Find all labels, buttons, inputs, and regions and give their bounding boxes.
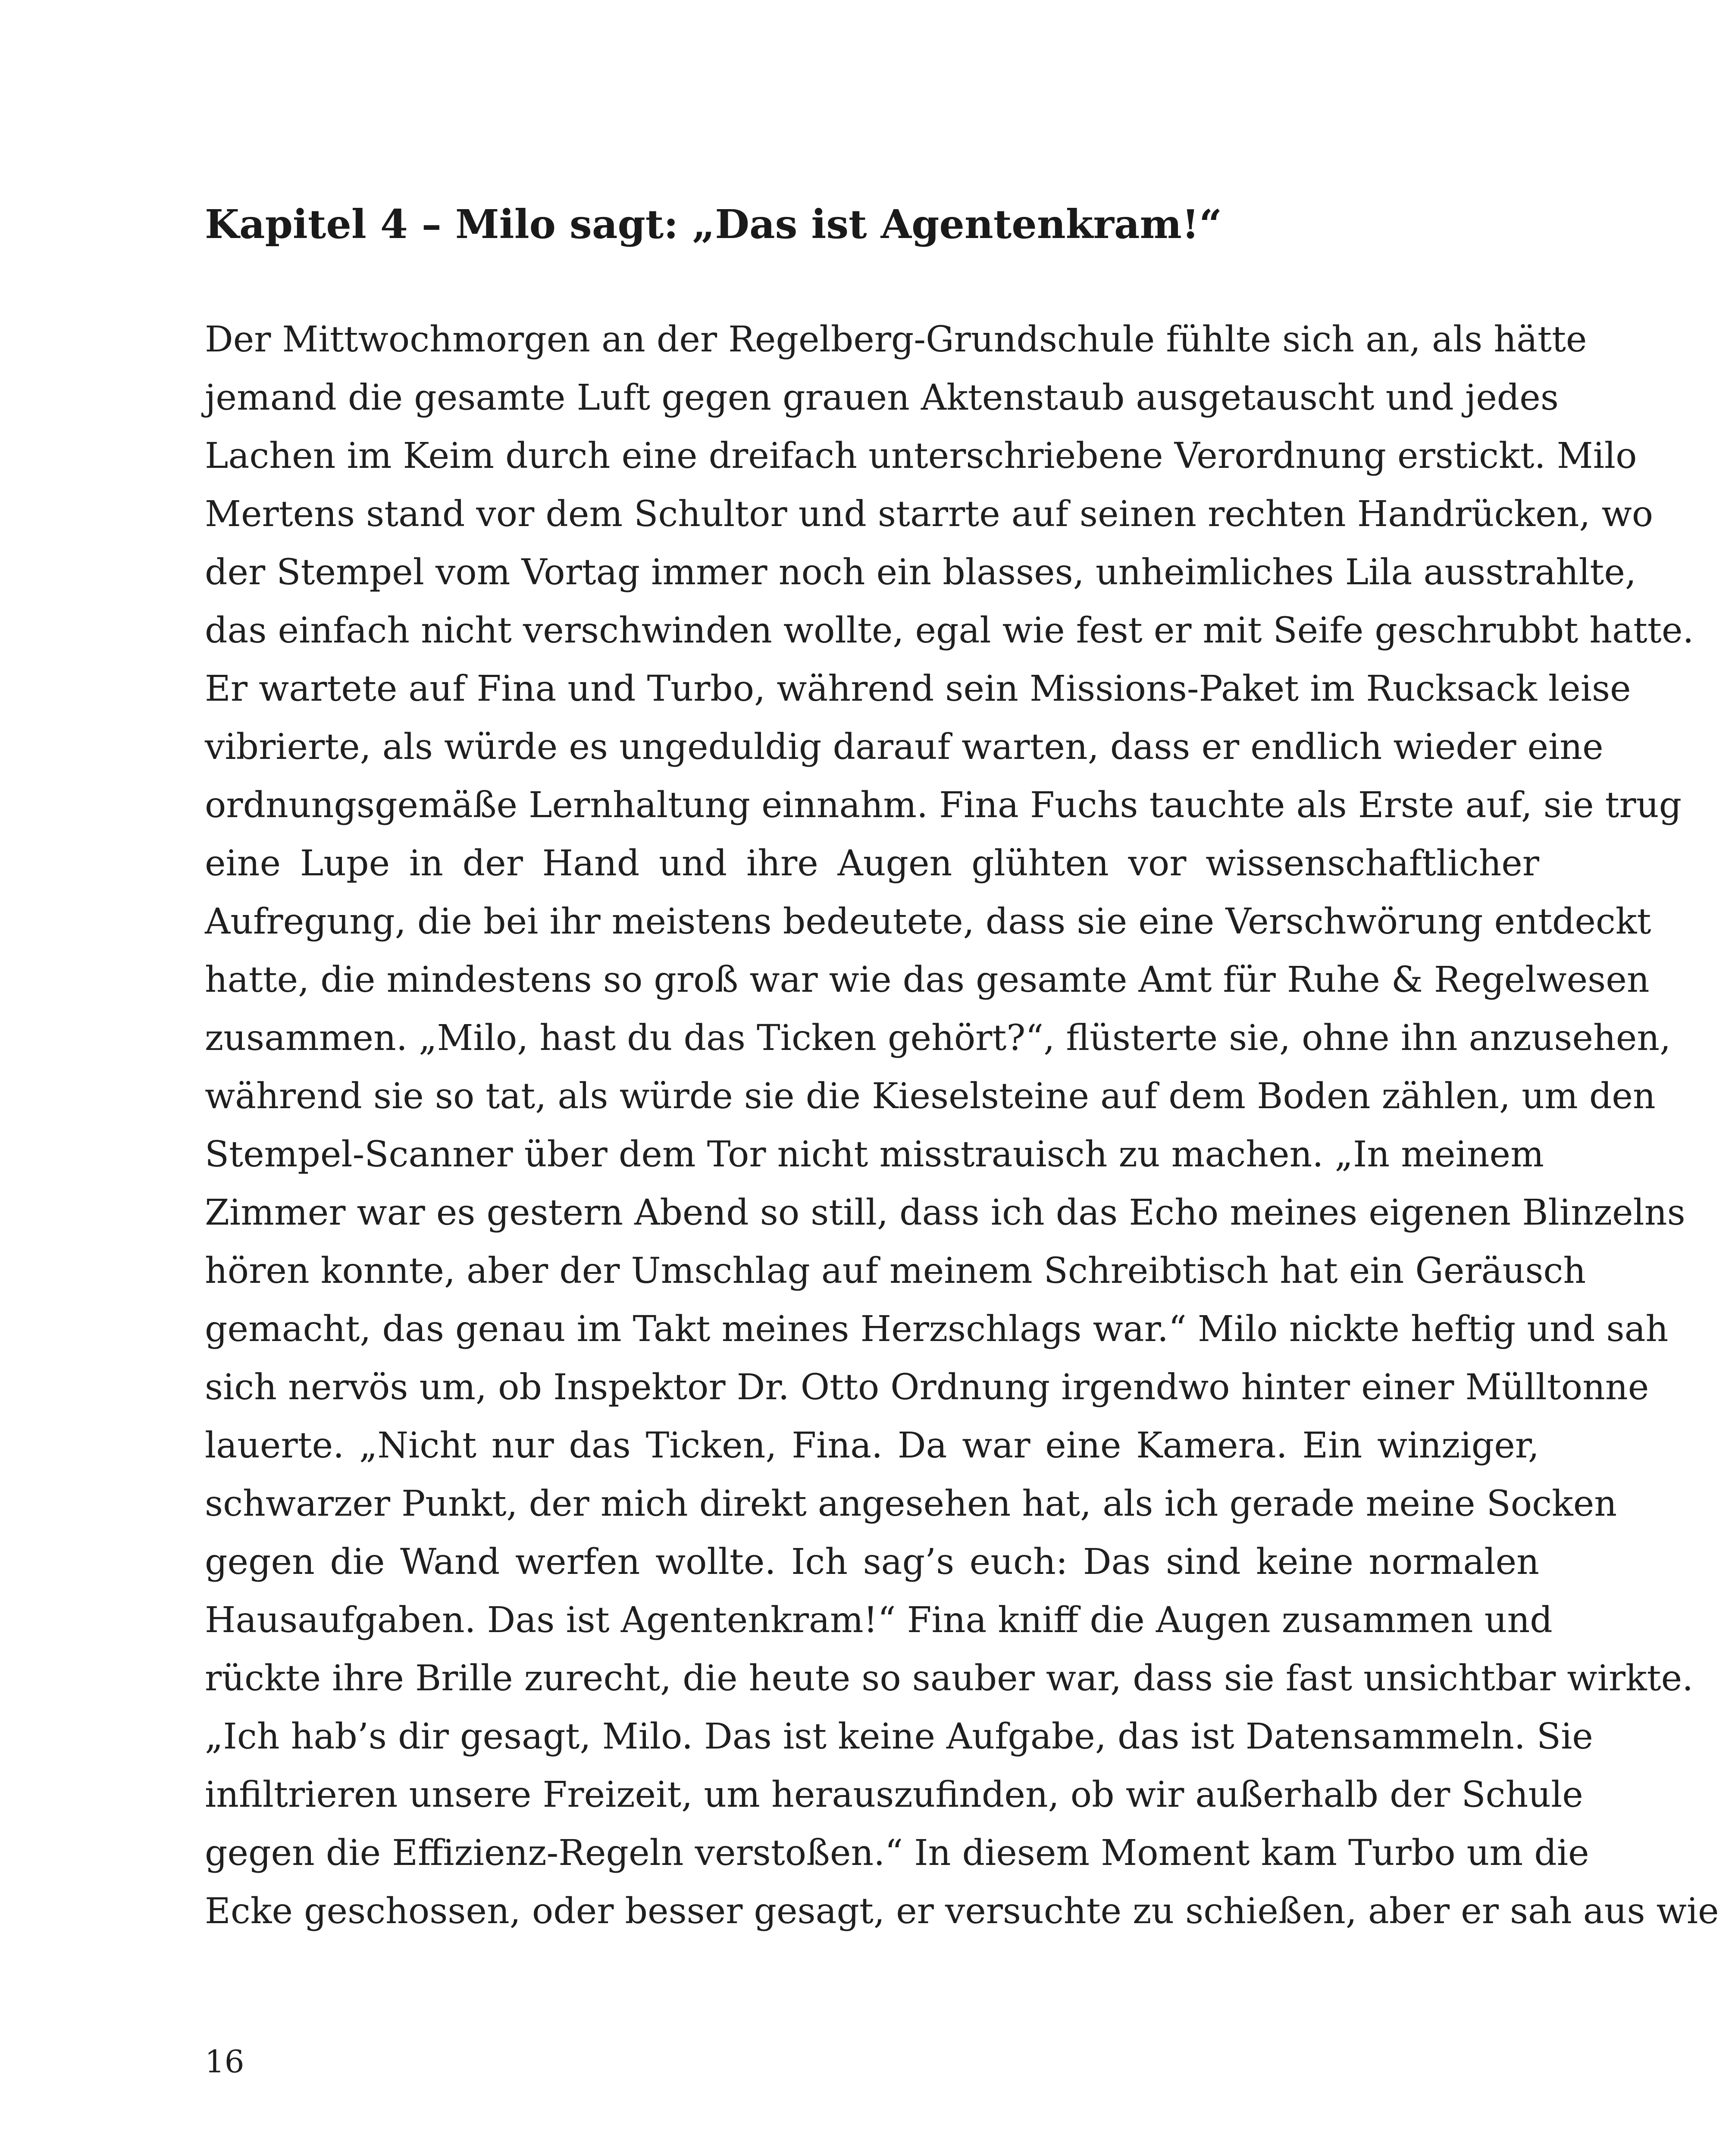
text-line: jemand die gesamte Luft gegen grauen Aktenstaub ausgetauscht und jedes [205,377,1559,418]
text-line: Zimmer war es gestern Abend so still, dass ich das Echo meines eigenen Blinzelns [205,1192,1685,1233]
text-line: schwarzer Punkt, der mich direkt angesehen hat, als ich gerade meine Socken [205,1483,1617,1524]
text-line: Ecke geschossen, oder besser gesagt, er versuchte zu schießen, aber er sah aus wie [205,1891,1719,1932]
text-line: gegen die Effizienz-Regeln verstoßen.“ In diesem Moment kam Turbo um die [205,1833,1589,1874]
text-line: gegen die Wand werfen wollte. Ich sag’s euch: Das sind keine normalen [205,1542,1539,1583]
text-line: sich nervös um, ob Inspektor Dr. Otto Ordnung irgendwo hinter einer Mülltonne [205,1367,1649,1408]
text-line: infiltrieren unsere Freizeit, um herauszufinden, ob wir außerhalb der Schule [205,1774,1583,1815]
text-line: hatte, die mindestens so groß war wie das gesamte Amt für Ruhe & Regelwesen [205,959,1650,1000]
text-line: der Stempel vom Vortag immer noch ein blasses, unheimliches Lila ausstrahlte, [205,552,1636,593]
text-line: Mertens stand vor dem Schultor und starrte auf seinen rechten Handrücken, wo [205,494,1654,535]
text-line: zusammen. „Milo, hast du das Ticken gehört?“, flüsterte sie, ohne ihn anzusehen, [205,1018,1671,1059]
text-line: Lachen im Keim durch eine dreifach unterschriebene Verordnung erstickt. Milo [205,436,1637,476]
page-number: 16 [205,2043,244,2080]
chapter-title: Kapitel 4 – Milo sagt: „Das ist Agentenkram!“ [205,201,1222,248]
text-line: das einfach nicht verschwinden wollte, egal wie fest er mit Seife geschrubbt hatte. [205,610,1694,651]
text-line: Stempel-Scanner über dem Tor nicht misstrauisch zu machen. „In meinem [205,1134,1544,1175]
text-line: eine Lupe in der Hand und ihre Augen glühten vor wissenschaftlicher [205,843,1539,884]
text-line: hören konnte, aber der Umschlag auf meinem Schreibtisch hat ein Geräusch [205,1250,1586,1291]
text-line: Er wartete auf Fina und Turbo, während sein Missions-Paket im Rucksack leise [205,668,1631,709]
text-line: gemacht, das genau im Takt meines Herzschlags war.“ Milo nickte heftig und sah [205,1309,1669,1350]
text-line: „Ich hab’s dir gesagt, Milo. Das ist keine Aufgabe, das ist Datensammeln. Sie [205,1716,1593,1757]
text-line: Der Mittwochmorgen an der Regelberg-Grundschule fühlte sich an, als hätte [205,319,1587,360]
text-line: vibrierte, als würde es ungeduldig darauf warten, dass er endlich wieder eine [205,727,1604,768]
text-line: lauerte. „Nicht nur das Ticken, Fina. Da war eine Kamera. Ein winziger, [205,1425,1539,1466]
text-line: Hausaufgaben. Das ist Agentenkram!“ Fina kniff die Augen zusammen und [205,1600,1553,1641]
text-line: Aufregung, die bei ihr meistens bedeutete, dass sie eine Verschwörung entdeckt [205,901,1651,942]
text-line: rückte ihre Brille zurecht, die heute so sauber war, dass sie fast unsichtbar wirkte. [205,1658,1694,1699]
text-line: ordnungsgemäße Lernhaltung einnahm. Fina Fuchs tauchte als Erste auf, sie trug [205,785,1682,826]
body-text [205,310,1719,1940]
text-line: während sie so tat, als würde sie die Kieselsteine auf dem Boden zählen, um den [205,1076,1656,1117]
